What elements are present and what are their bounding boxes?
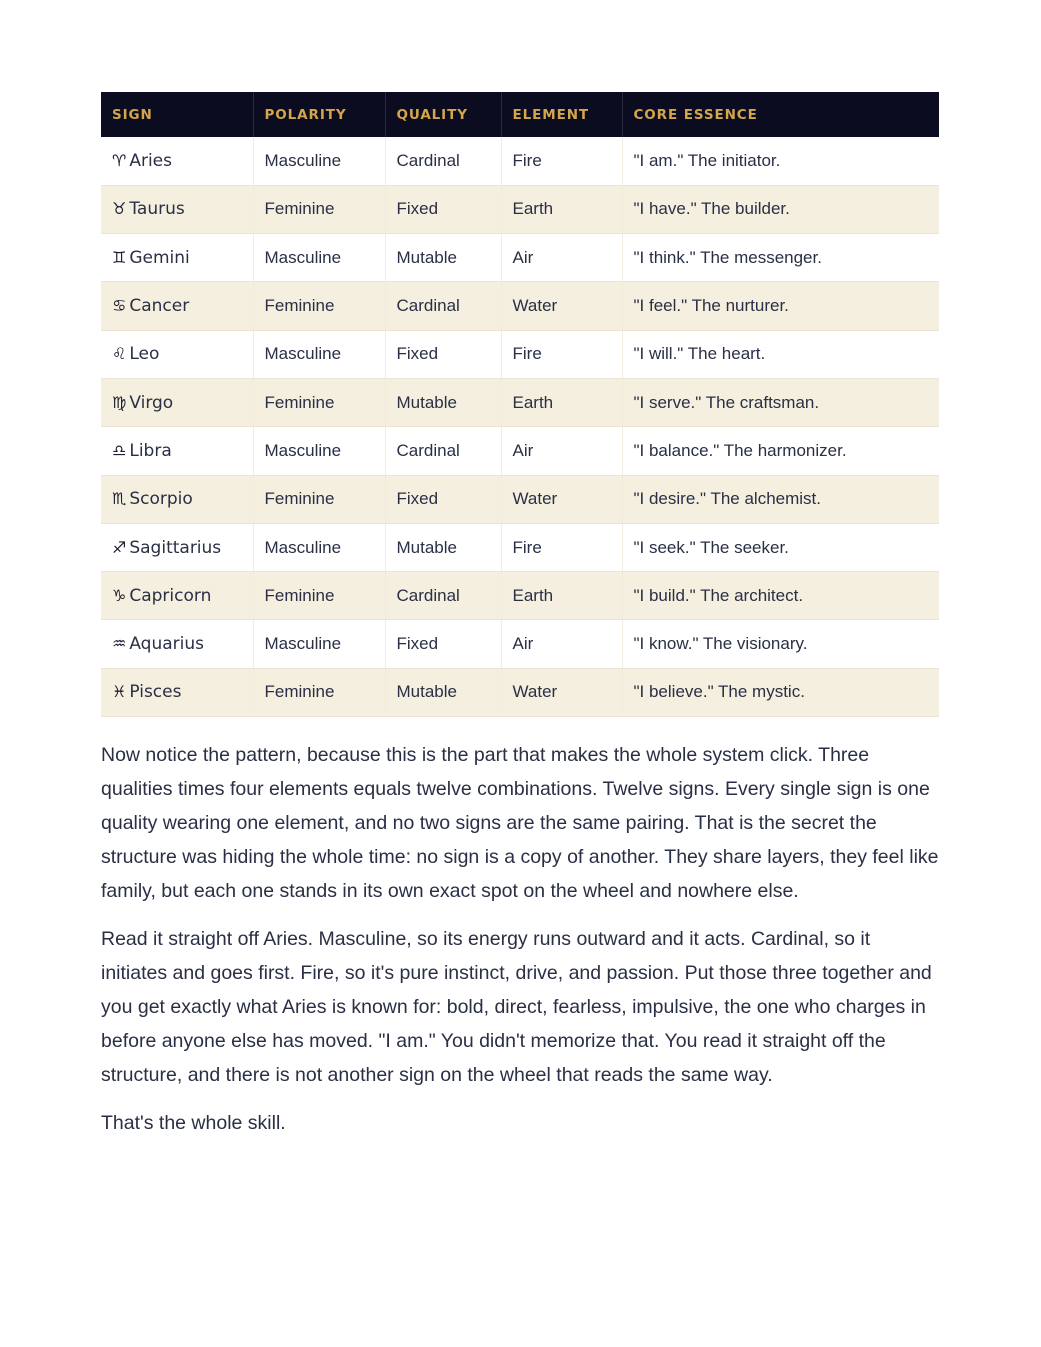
paragraph-aries-example: Read it straight off Aries. Masculine, so its energy runs outward and it acts. Cardinal, so it initiates and goes first. Fire, so it's pure instinct, drive, and passion. Put those three together and you get exactly what Aries is known for: bold, direct, fearless, impulsive, the one who charges in before anyone else has moved. "I am." You didn't memorize that. You read it straight off the structure, and there is not another sign on the wheel that reads the same way. xyxy=(101,928,932,1087)
cell-quality: Fixed xyxy=(385,185,501,233)
cell-sign xyxy=(101,185,253,233)
cell-element: Fire xyxy=(501,137,622,185)
sign-name: Aquarius xyxy=(129,634,205,655)
paragraph-pattern: Now notice the pattern, because this is the part that makes the whole system click. Three qualities times four elements equals twelve combinations. Twelve signs. Every single sign is one quality wearing one element, and no two signs are the same pairing. That is the secret the structure was hiding the whole time: no sign is a copy of another. They share layers, they feel like family, but each one stands in its own exact spot on the wheel and nowhere else. xyxy=(101,744,939,903)
cell-polarity: Masculine xyxy=(253,234,385,282)
table-row xyxy=(101,234,939,282)
article-body xyxy=(101,738,939,1140)
cell-element: Water xyxy=(501,668,622,716)
aries-icon: ♈ xyxy=(112,150,127,170)
cell-element: Water xyxy=(501,475,622,523)
cell-sign xyxy=(101,668,253,716)
cell-quality: Mutable xyxy=(385,668,501,716)
sign-name: Sagittarius xyxy=(129,537,222,558)
table-row xyxy=(101,378,939,426)
cell-core-essence: "I seek." The seeker. xyxy=(622,523,939,571)
cell-core-essence: "I serve." The craftsman. xyxy=(622,378,939,426)
table-row xyxy=(101,330,939,378)
cell-core-essence: "I desire." The alchemist. xyxy=(622,475,939,523)
cell-sign xyxy=(101,378,253,426)
scorpio-icon: ♏ xyxy=(112,489,127,509)
cell-element: Fire xyxy=(501,330,622,378)
cell-sign xyxy=(101,572,253,620)
header-sign: SIGN xyxy=(101,92,253,137)
header-row xyxy=(101,92,939,137)
cell-sign xyxy=(101,330,253,378)
cell-polarity: Feminine xyxy=(253,475,385,523)
cell-polarity: Masculine xyxy=(253,137,385,185)
virgo-icon: ♍ xyxy=(112,392,127,412)
cell-quality: Mutable xyxy=(385,234,501,282)
table-row xyxy=(101,475,939,523)
cell-quality: Fixed xyxy=(385,475,501,523)
article xyxy=(101,92,939,1154)
table-row xyxy=(101,137,939,185)
table-row xyxy=(101,572,939,620)
table-row xyxy=(101,427,939,475)
cell-quality: Mutable xyxy=(385,378,501,426)
cell-element: Earth xyxy=(501,185,622,233)
table-row xyxy=(101,668,939,716)
cell-core-essence: "I feel." The nurturer. xyxy=(622,282,939,330)
cell-polarity: Feminine xyxy=(253,572,385,620)
cancer-icon: ♋ xyxy=(112,296,127,316)
cell-quality: Cardinal xyxy=(385,282,501,330)
cell-quality: Mutable xyxy=(385,523,501,571)
cell-polarity: Feminine xyxy=(253,185,385,233)
header-element: ELEMENT xyxy=(501,92,622,137)
cell-sign xyxy=(101,523,253,571)
cell-polarity: Feminine xyxy=(253,282,385,330)
table-row xyxy=(101,185,939,233)
sagittarius-icon: ♐ xyxy=(112,537,127,557)
pisces-icon: ♓ xyxy=(112,682,127,702)
cell-quality: Fixed xyxy=(385,330,501,378)
cell-polarity: Feminine xyxy=(253,378,385,426)
sign-name: Virgo xyxy=(129,392,174,413)
taurus-icon: ♉ xyxy=(112,199,127,219)
cell-core-essence: "I believe." The mystic. xyxy=(622,668,939,716)
sign-name: Taurus xyxy=(129,199,185,220)
header-core-essence: CORE ESSENCE xyxy=(622,92,939,137)
cell-sign xyxy=(101,137,253,185)
sign-name: Leo xyxy=(129,344,160,365)
header-quality: QUALITY xyxy=(385,92,501,137)
cell-polarity: Masculine xyxy=(253,330,385,378)
sign-name: Gemini xyxy=(129,247,190,268)
cell-element: Earth xyxy=(501,572,622,620)
cell-polarity: Masculine xyxy=(253,523,385,571)
sign-name: Pisces xyxy=(129,682,182,703)
cell-core-essence: "I am." The initiator. xyxy=(622,137,939,185)
sign-name: Aries xyxy=(129,150,173,171)
cell-polarity: Masculine xyxy=(253,620,385,668)
cell-sign xyxy=(101,475,253,523)
sign-name: Libra xyxy=(129,440,172,461)
table-row xyxy=(101,523,939,571)
table-row xyxy=(101,620,939,668)
cell-element: Air xyxy=(501,234,622,282)
cell-sign xyxy=(101,282,253,330)
paragraph-conclusion: That's the whole skill. xyxy=(101,1112,286,1135)
cell-element: Air xyxy=(501,427,622,475)
table-header xyxy=(101,92,939,137)
table-body xyxy=(101,137,939,717)
cell-element: Water xyxy=(501,282,622,330)
cell-sign xyxy=(101,234,253,282)
sign-name: Scorpio xyxy=(129,489,193,510)
cell-quality: Cardinal xyxy=(385,137,501,185)
header-polarity: POLARITY xyxy=(253,92,385,137)
cell-core-essence: "I build." The architect. xyxy=(622,572,939,620)
cell-polarity: Masculine xyxy=(253,427,385,475)
table-row xyxy=(101,282,939,330)
cell-core-essence: "I have." The builder. xyxy=(622,185,939,233)
cell-core-essence: "I will." The heart. xyxy=(622,330,939,378)
cell-element: Earth xyxy=(501,378,622,426)
cell-element: Fire xyxy=(501,523,622,571)
cell-quality: Fixed xyxy=(385,620,501,668)
cell-core-essence: "I balance." The harmonizer. xyxy=(622,427,939,475)
gemini-icon: ♊ xyxy=(112,247,127,267)
cell-element: Air xyxy=(501,620,622,668)
libra-icon: ♎ xyxy=(112,440,127,460)
cell-quality: Cardinal xyxy=(385,427,501,475)
cell-core-essence: "I think." The messenger. xyxy=(622,234,939,282)
zodiac-table xyxy=(101,92,939,717)
capricorn-icon: ♑ xyxy=(112,585,127,605)
aquarius-icon: ♒ xyxy=(112,634,127,654)
cell-sign xyxy=(101,427,253,475)
cell-core-essence: "I know." The visionary. xyxy=(622,620,939,668)
cell-sign xyxy=(101,620,253,668)
sign-name: Capricorn xyxy=(129,585,212,606)
cell-polarity: Feminine xyxy=(253,668,385,716)
cell-quality: Cardinal xyxy=(385,572,501,620)
sign-name: Cancer xyxy=(129,296,190,317)
leo-icon: ♌ xyxy=(112,344,127,364)
